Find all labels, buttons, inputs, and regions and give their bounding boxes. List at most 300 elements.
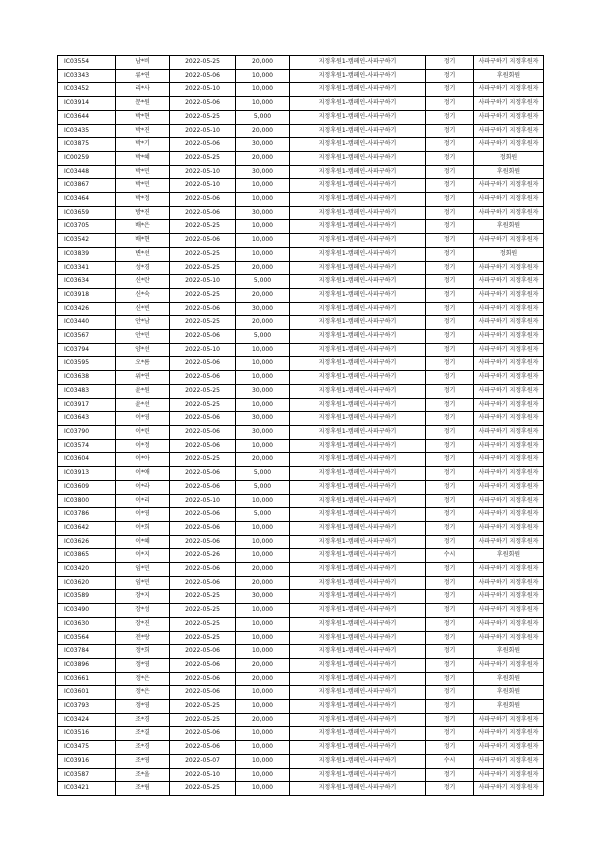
table-row xyxy=(58,549,544,563)
type-cell: 정기 xyxy=(426,97,474,111)
amount-cell: 10,000 xyxy=(236,549,290,563)
donor-name-cell: 신*빈 xyxy=(116,302,170,316)
donor-id-cell: IC03440 xyxy=(58,316,116,330)
date-cell: 2022-05-06 xyxy=(170,302,236,316)
donor-name-cell: 전*랑 xyxy=(116,631,170,645)
member-category-cell: 사파구하기 지정후원자 xyxy=(474,357,544,371)
donor-id-cell: IC03542 xyxy=(58,234,116,248)
member-category-cell: 사파구하기 지정후원자 xyxy=(474,494,544,508)
campaign-cell: 지정후원1-캠페인-사파구하기 xyxy=(290,672,426,686)
campaign-cell: 지정후원1-캠페인-사파구하기 xyxy=(290,343,426,357)
date-cell: 2022-05-06 xyxy=(170,439,236,453)
campaign-cell: 지정후원1-캠페인-사파구하기 xyxy=(290,754,426,768)
member-category-cell: 후원회원 xyxy=(474,69,544,83)
campaign-cell: 지정후원1-캠페인-사파구하기 xyxy=(290,700,426,714)
donor-id-cell: IC03341 xyxy=(58,261,116,275)
date-cell: 2022-05-25 xyxy=(170,617,236,631)
table-row xyxy=(58,494,544,508)
donor-id-cell: IC03475 xyxy=(58,741,116,755)
amount-cell: 5,000 xyxy=(236,110,290,124)
donor-id-cell: IC03426 xyxy=(58,302,116,316)
donor-name-cell: 변*선 xyxy=(116,247,170,261)
date-cell: 2022-05-10 xyxy=(170,343,236,357)
donor-id-cell: IC03595 xyxy=(58,357,116,371)
amount-cell: 10,000 xyxy=(236,521,290,535)
table-row xyxy=(58,343,544,357)
campaign-cell: 지정후원1-캠페인-사파구하기 xyxy=(290,645,426,659)
donor-id-cell: IC03918 xyxy=(58,288,116,302)
table-row xyxy=(58,316,544,330)
member-category-cell: 후원회원 xyxy=(474,686,544,700)
member-category-cell: 사파구하기 지정후원자 xyxy=(474,97,544,111)
donor-id-cell: IC00259 xyxy=(58,151,116,165)
donor-name-cell: 이*정 xyxy=(116,439,170,453)
type-cell: 정기 xyxy=(426,234,474,248)
donor-id-cell: IC03839 xyxy=(58,247,116,261)
date-cell: 2022-05-06 xyxy=(170,193,236,207)
amount-cell: 10,000 xyxy=(236,631,290,645)
campaign-cell: 지정후원1-캠페인-사파구하기 xyxy=(290,590,426,604)
member-category-cell: 사파구하기 지정후원자 xyxy=(474,727,544,741)
date-cell: 2022-05-25 xyxy=(170,151,236,165)
table-row xyxy=(58,754,544,768)
type-cell: 정기 xyxy=(426,782,474,796)
donor-name-cell: 조*결 xyxy=(116,727,170,741)
member-category-cell: 사파구하기 지정후원자 xyxy=(474,110,544,124)
table-row xyxy=(58,467,544,481)
donor-id-cell: IC03630 xyxy=(58,617,116,631)
date-cell: 2022-05-06 xyxy=(170,508,236,522)
amount-cell: 30,000 xyxy=(236,425,290,439)
table-row xyxy=(58,371,544,385)
donor-id-cell: IC03435 xyxy=(58,124,116,138)
table-row xyxy=(58,521,544,535)
donor-id-cell: IC03554 xyxy=(58,56,116,70)
campaign-cell: 지정후원1-캠페인-사파구하기 xyxy=(290,617,426,631)
table-row xyxy=(58,658,544,672)
member-category-cell: 사파구하기 지정후원자 xyxy=(474,617,544,631)
table-row xyxy=(58,645,544,659)
table-row xyxy=(58,193,544,207)
amount-cell: 10,000 xyxy=(236,754,290,768)
campaign-cell: 지정후원1-캠페인-사파구하기 xyxy=(290,124,426,138)
donor-name-cell: 오*름 xyxy=(116,357,170,371)
donor-id-cell: IC03913 xyxy=(58,467,116,481)
member-category-cell: 사파구하기 지정후원자 xyxy=(474,330,544,344)
member-category-cell: 정회원 xyxy=(474,151,544,165)
donor-name-cell: 박*현 xyxy=(116,110,170,124)
campaign-cell: 지정후원1-캠페인-사파구하기 xyxy=(290,768,426,782)
donor-id-cell: IC03875 xyxy=(58,138,116,152)
donor-name-cell: 박*정 xyxy=(116,193,170,207)
amount-cell: 5,000 xyxy=(236,467,290,481)
date-cell: 2022-05-06 xyxy=(170,234,236,248)
member-category-cell: 사파구하기 지정후원자 xyxy=(474,261,544,275)
amount-cell: 20,000 xyxy=(236,56,290,70)
campaign-cell: 지정후원1-캠페인-사파구하기 xyxy=(290,165,426,179)
amount-cell: 5,000 xyxy=(236,330,290,344)
table-row xyxy=(58,138,544,152)
donor-name-cell: 이*혜 xyxy=(116,535,170,549)
donor-name-cell: 정*은 xyxy=(116,686,170,700)
campaign-cell: 지정후원1-캠페인-사파구하기 xyxy=(290,480,426,494)
campaign-cell: 지정후원1-캠페인-사파구하기 xyxy=(290,727,426,741)
donor-id-cell: IC03564 xyxy=(58,631,116,645)
type-cell: 정기 xyxy=(426,645,474,659)
type-cell: 정기 xyxy=(426,275,474,289)
table-row xyxy=(58,713,544,727)
donor-name-cell: 박*혜 xyxy=(116,151,170,165)
donor-name-cell: 이*희 xyxy=(116,521,170,535)
donor-name-cell: 신*란 xyxy=(116,275,170,289)
table-row xyxy=(58,83,544,97)
date-cell: 2022-05-25 xyxy=(170,288,236,302)
donor-name-cell: 이*아 xyxy=(116,453,170,467)
type-cell: 정기 xyxy=(426,179,474,193)
member-category-cell: 사파구하기 지정후원자 xyxy=(474,412,544,426)
campaign-cell: 지정후원1-캠페인-사파구하기 xyxy=(290,220,426,234)
table-row xyxy=(58,124,544,138)
donor-name-cell: 이*라 xyxy=(116,480,170,494)
donor-id-cell: IC03867 xyxy=(58,179,116,193)
amount-cell: 10,000 xyxy=(236,234,290,248)
donor-name-cell: 조*경 xyxy=(116,713,170,727)
donor-name-cell: 임*민 xyxy=(116,563,170,577)
member-category-cell: 사파구하기 지정후원자 xyxy=(474,179,544,193)
amount-cell: 10,000 xyxy=(236,83,290,97)
table-row xyxy=(58,275,544,289)
type-cell: 정기 xyxy=(426,658,474,672)
table-row xyxy=(58,288,544,302)
amount-cell: 20,000 xyxy=(236,316,290,330)
amount-cell: 20,000 xyxy=(236,672,290,686)
campaign-cell: 지정후원1-캠페인-사파구하기 xyxy=(290,316,426,330)
date-cell: 2022-05-06 xyxy=(170,576,236,590)
donor-name-cell: 정*영 xyxy=(116,700,170,714)
member-category-cell: 사파구하기 지정후원자 xyxy=(474,193,544,207)
table-row xyxy=(58,206,544,220)
type-cell: 정기 xyxy=(426,302,474,316)
table-row xyxy=(58,686,544,700)
table-row xyxy=(58,247,544,261)
donor-name-cell: 장*성 xyxy=(116,604,170,618)
member-category-cell: 후원회원 xyxy=(474,165,544,179)
amount-cell: 5,000 xyxy=(236,275,290,289)
member-category-cell: 사파구하기 지정후원자 xyxy=(474,234,544,248)
campaign-cell: 지정후원1-캠페인-사파구하기 xyxy=(290,302,426,316)
donor-id-cell: IC03587 xyxy=(58,768,116,782)
donor-id-cell: IC03448 xyxy=(58,165,116,179)
amount-cell: 10,000 xyxy=(236,782,290,796)
donor-id-cell: IC03424 xyxy=(58,713,116,727)
member-category-cell: 사파구하기 지정후원자 xyxy=(474,604,544,618)
table-row xyxy=(58,261,544,275)
type-cell: 정기 xyxy=(426,453,474,467)
member-category-cell: 후원회원 xyxy=(474,549,544,563)
type-cell: 정기 xyxy=(426,384,474,398)
amount-cell: 30,000 xyxy=(236,412,290,426)
table-row xyxy=(58,480,544,494)
table-row xyxy=(58,412,544,426)
member-category-cell: 사파구하기 지정후원자 xyxy=(474,343,544,357)
type-cell: 수시 xyxy=(426,549,474,563)
donor-id-cell: IC03786 xyxy=(58,508,116,522)
donor-name-cell: 리*사 xyxy=(116,83,170,97)
date-cell: 2022-05-25 xyxy=(170,782,236,796)
campaign-cell: 지정후원1-캠페인-사파구하기 xyxy=(290,563,426,577)
donor-id-cell: IC03865 xyxy=(58,549,116,563)
table-row xyxy=(58,165,544,179)
date-cell: 2022-05-06 xyxy=(170,467,236,481)
campaign-cell: 지정후원1-캠페인-사파구하기 xyxy=(290,83,426,97)
date-cell: 2022-05-25 xyxy=(170,110,236,124)
date-cell: 2022-05-06 xyxy=(170,658,236,672)
campaign-cell: 지정후원1-캠페인-사파구하기 xyxy=(290,453,426,467)
amount-cell: 10,000 xyxy=(236,220,290,234)
donor-name-cell: 이*린 xyxy=(116,425,170,439)
date-cell: 2022-05-06 xyxy=(170,672,236,686)
amount-cell: 20,000 xyxy=(236,713,290,727)
date-cell: 2022-05-06 xyxy=(170,727,236,741)
amount-cell: 10,000 xyxy=(236,604,290,618)
amount-cell: 10,000 xyxy=(236,535,290,549)
donor-name-cell: 정*은 xyxy=(116,672,170,686)
type-cell: 정기 xyxy=(426,357,474,371)
type-cell: 정기 xyxy=(426,713,474,727)
member-category-cell: 사파구하기 지정후원자 xyxy=(474,275,544,289)
type-cell: 정기 xyxy=(426,124,474,138)
date-cell: 2022-05-25 xyxy=(170,56,236,70)
campaign-cell: 지정후원1-캠페인-사파구하기 xyxy=(290,576,426,590)
date-cell: 2022-05-25 xyxy=(170,590,236,604)
donor-id-cell: IC03644 xyxy=(58,110,116,124)
amount-cell: 30,000 xyxy=(236,206,290,220)
donor-id-cell: IC03661 xyxy=(58,672,116,686)
amount-cell: 10,000 xyxy=(236,700,290,714)
donor-id-cell: IC03574 xyxy=(58,439,116,453)
campaign-cell: 지정후원1-캠페인-사파구하기 xyxy=(290,658,426,672)
date-cell: 2022-05-06 xyxy=(170,371,236,385)
type-cell: 정기 xyxy=(426,165,474,179)
type-cell: 정기 xyxy=(426,590,474,604)
donor-name-cell: 정*희 xyxy=(116,645,170,659)
amount-cell: 20,000 xyxy=(236,261,290,275)
table-row xyxy=(58,508,544,522)
date-cell: 2022-05-25 xyxy=(170,398,236,412)
type-cell: 정기 xyxy=(426,56,474,70)
date-cell: 2022-05-06 xyxy=(170,69,236,83)
donor-id-cell: IC03589 xyxy=(58,590,116,604)
table-row xyxy=(58,330,544,344)
type-cell: 정기 xyxy=(426,425,474,439)
member-category-cell: 사파구하기 지정후원자 xyxy=(474,56,544,70)
donor-name-cell: 조*영 xyxy=(116,754,170,768)
table-row xyxy=(58,453,544,467)
donor-name-cell: 이*지 xyxy=(116,549,170,563)
table-row xyxy=(58,179,544,193)
type-cell: 정기 xyxy=(426,741,474,755)
table-row xyxy=(58,576,544,590)
donor-name-cell: 이*애 xyxy=(116,467,170,481)
donor-id-cell: IC03634 xyxy=(58,275,116,289)
type-cell: 정기 xyxy=(426,672,474,686)
type-cell: 정기 xyxy=(426,604,474,618)
amount-cell: 20,000 xyxy=(236,576,290,590)
donor-name-cell: 조*올 xyxy=(116,768,170,782)
table-row xyxy=(58,220,544,234)
member-category-cell: 사파구하기 지정후원자 xyxy=(474,782,544,796)
type-cell: 정기 xyxy=(426,69,474,83)
member-category-cell: 사파구하기 지정후원자 xyxy=(474,467,544,481)
type-cell: 정기 xyxy=(426,727,474,741)
donor-name-cell: 문*원 xyxy=(116,97,170,111)
amount-cell: 5,000 xyxy=(236,508,290,522)
amount-cell: 20,000 xyxy=(236,453,290,467)
date-cell: 2022-05-06 xyxy=(170,645,236,659)
donor-name-cell: 신*숙 xyxy=(116,288,170,302)
donor-name-cell: 남*비 xyxy=(116,56,170,70)
donor-id-cell: IC03490 xyxy=(58,604,116,618)
donor-name-cell: 이*리 xyxy=(116,494,170,508)
donor-name-cell: 임*민 xyxy=(116,576,170,590)
donor-name-cell: 박*민 xyxy=(116,179,170,193)
member-category-cell: 사파구하기 지정후원자 xyxy=(474,535,544,549)
date-cell: 2022-05-07 xyxy=(170,754,236,768)
donor-table xyxy=(57,55,544,796)
member-category-cell: 사파구하기 지정후원자 xyxy=(474,590,544,604)
table-row xyxy=(58,425,544,439)
table-row xyxy=(58,302,544,316)
amount-cell: 10,000 xyxy=(236,179,290,193)
date-cell: 2022-05-26 xyxy=(170,549,236,563)
campaign-cell: 지정후원1-캠페인-사파구하기 xyxy=(290,371,426,385)
type-cell: 정기 xyxy=(426,439,474,453)
campaign-cell: 지정후원1-캠페인-사파구하기 xyxy=(290,247,426,261)
donor-id-cell: IC03620 xyxy=(58,576,116,590)
campaign-cell: 지정후원1-캠페인-사파구하기 xyxy=(290,425,426,439)
date-cell: 2022-05-25 xyxy=(170,220,236,234)
donor-id-cell: IC03705 xyxy=(58,220,116,234)
member-category-cell: 사파구하기 지정후원자 xyxy=(474,631,544,645)
table-body xyxy=(58,56,544,796)
date-cell: 2022-05-06 xyxy=(170,686,236,700)
amount-cell: 10,000 xyxy=(236,343,290,357)
type-cell: 정기 xyxy=(426,494,474,508)
donor-id-cell: IC03896 xyxy=(58,658,116,672)
type-cell: 정기 xyxy=(426,316,474,330)
table-row xyxy=(58,768,544,782)
member-category-cell: 사파구하기 지정후원자 xyxy=(474,453,544,467)
campaign-cell: 지정후원1-캠페인-사파구하기 xyxy=(290,206,426,220)
donor-name-cell: 배*은 xyxy=(116,220,170,234)
amount-cell: 10,000 xyxy=(236,97,290,111)
amount-cell: 20,000 xyxy=(236,124,290,138)
donor-id-cell: IC03609 xyxy=(58,480,116,494)
donor-name-cell: 이*영 xyxy=(116,508,170,522)
donor-name-cell: 박*민 xyxy=(116,165,170,179)
table-row xyxy=(58,727,544,741)
campaign-cell: 지정후원1-캠페인-사파구하기 xyxy=(290,412,426,426)
member-category-cell: 사파구하기 지정후원자 xyxy=(474,124,544,138)
donor-id-cell: IC03793 xyxy=(58,700,116,714)
type-cell: 정기 xyxy=(426,617,474,631)
type-cell: 정기 xyxy=(426,138,474,152)
date-cell: 2022-05-06 xyxy=(170,97,236,111)
member-category-cell: 사파구하기 지정후원자 xyxy=(474,713,544,727)
campaign-cell: 지정후원1-캠페인-사파구하기 xyxy=(290,384,426,398)
date-cell: 2022-05-06 xyxy=(170,425,236,439)
donor-name-cell: 장*진 xyxy=(116,617,170,631)
donor-name-cell: 박*진 xyxy=(116,124,170,138)
campaign-cell: 지정후원1-캠페인-사파구하기 xyxy=(290,69,426,83)
type-cell: 정기 xyxy=(426,288,474,302)
campaign-cell: 지정후원1-캠페인-사파구하기 xyxy=(290,549,426,563)
donor-name-cell: 방*진 xyxy=(116,206,170,220)
campaign-cell: 지정후원1-캠페인-사파구하기 xyxy=(290,713,426,727)
type-cell: 정기 xyxy=(426,467,474,481)
table-row xyxy=(58,563,544,577)
member-category-cell: 정회원 xyxy=(474,247,544,261)
table-row xyxy=(58,110,544,124)
amount-cell: 20,000 xyxy=(236,151,290,165)
table-row xyxy=(58,398,544,412)
amount-cell: 10,000 xyxy=(236,398,290,412)
campaign-cell: 지정후원1-캠페인-사파구하기 xyxy=(290,521,426,535)
member-category-cell: 사파구하기 지정후원자 xyxy=(474,425,544,439)
date-cell: 2022-05-25 xyxy=(170,631,236,645)
member-category-cell: 사파구하기 지정후원자 xyxy=(474,508,544,522)
amount-cell: 10,000 xyxy=(236,686,290,700)
campaign-cell: 지정후원1-캠페인-사파구하기 xyxy=(290,741,426,755)
donor-name-cell: 성*경 xyxy=(116,261,170,275)
table-row xyxy=(58,604,544,618)
amount-cell: 10,000 xyxy=(236,439,290,453)
date-cell: 2022-05-10 xyxy=(170,768,236,782)
member-category-cell: 사파구하기 지정후원자 xyxy=(474,563,544,577)
donor-id-cell: IC03784 xyxy=(58,645,116,659)
type-cell: 정기 xyxy=(426,686,474,700)
date-cell: 2022-05-25 xyxy=(170,247,236,261)
donor-id-cell: IC03790 xyxy=(58,425,116,439)
member-category-cell: 사파구하기 지정후원자 xyxy=(474,83,544,97)
date-cell: 2022-05-06 xyxy=(170,330,236,344)
type-cell: 정기 xyxy=(426,371,474,385)
member-category-cell: 사파구하기 지정후원자 xyxy=(474,576,544,590)
campaign-cell: 지정후원1-캠페인-사파구하기 xyxy=(290,508,426,522)
member-category-cell: 후원회원 xyxy=(474,645,544,659)
campaign-cell: 지정후원1-캠페인-사파구하기 xyxy=(290,631,426,645)
table-row xyxy=(58,782,544,796)
amount-cell: 10,000 xyxy=(236,247,290,261)
type-cell: 정기 xyxy=(426,261,474,275)
donor-name-cell: 안*민 xyxy=(116,330,170,344)
campaign-cell: 지정후원1-캠페인-사파구하기 xyxy=(290,686,426,700)
member-category-cell: 사파구하기 지정후원자 xyxy=(474,371,544,385)
date-cell: 2022-05-06 xyxy=(170,480,236,494)
donor-name-cell: 윤*원 xyxy=(116,384,170,398)
type-cell: 정기 xyxy=(426,83,474,97)
amount-cell: 30,000 xyxy=(236,384,290,398)
amount-cell: 10,000 xyxy=(236,494,290,508)
date-cell: 2022-05-25 xyxy=(170,316,236,330)
table-row xyxy=(58,617,544,631)
date-cell: 2022-05-25 xyxy=(170,700,236,714)
campaign-cell: 지정후원1-캠페인-사파구하기 xyxy=(290,288,426,302)
donor-id-cell: IC03916 xyxy=(58,754,116,768)
type-cell: 정기 xyxy=(426,398,474,412)
member-category-cell: 사파구하기 지정후원자 xyxy=(474,138,544,152)
member-category-cell: 사파구하기 지정후원자 xyxy=(474,521,544,535)
